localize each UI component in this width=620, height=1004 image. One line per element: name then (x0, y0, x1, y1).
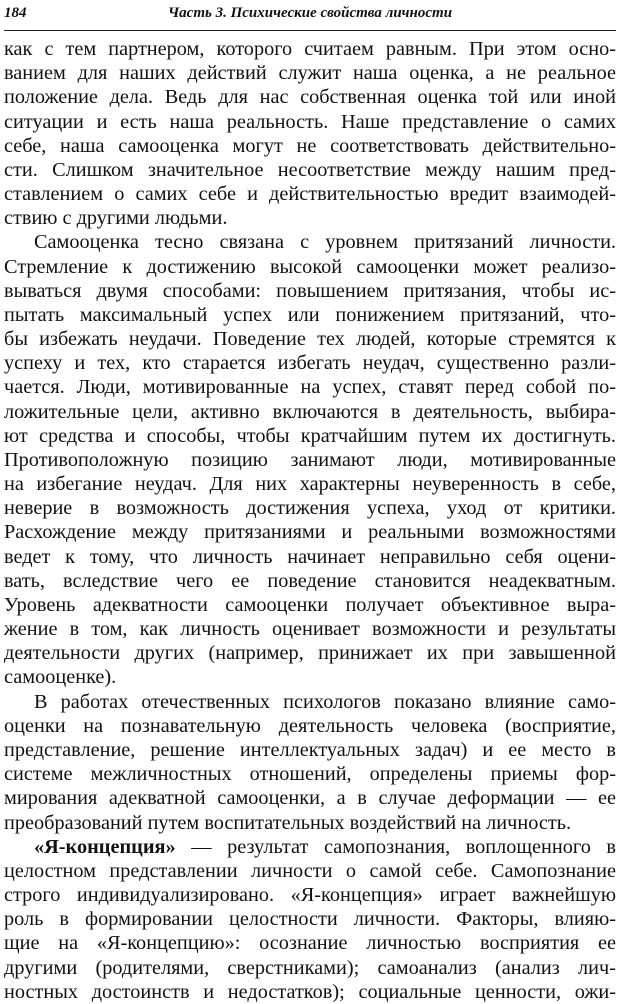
text-line: ситуации и есть наша реальность. Наше представление о самих (4, 110, 616, 133)
text-line: самооценке). (4, 666, 117, 689)
text-line: Уровень адекватности самооценки получает объективное выра- (4, 593, 616, 616)
text-line: Стремление к достижению высокой самооценки может реализо- (4, 255, 616, 278)
text-line: оценки на познавательную деятельность человека (восприятие, (4, 714, 616, 737)
text-line: роль в формировании целостности личности. Факторы, влияю- (4, 908, 616, 931)
term-definition: — результат самопознания, воплощенного в (175, 835, 616, 858)
text-line: ложительные цели, активно включаются в деятельность, выбира- (4, 400, 616, 423)
text-line: сти. Слишком значительное несоответствие между нашим пред- (4, 158, 616, 181)
text-line: деятельности других (например, принижает их при завышенной (4, 642, 616, 665)
page-number: 184 (4, 5, 27, 21)
text-line: ностных достоинств и недостатков); социальные ценности, ожи- (4, 980, 616, 1003)
running-title: Часть 3. Психические свойства личности (167, 5, 453, 21)
page-header (4, 0, 616, 31)
text-line: преобразований путем воспитательных воздействий на личность. (4, 811, 572, 834)
text-line: Противоположную позицию занимают люди, мотивированные (4, 448, 616, 471)
text-line: вываться двумя способами: повышением притязания, чтобы ис- (4, 279, 616, 302)
body-text (4, 37, 616, 1004)
text-line: положение дела. Ведь для нас собственная оценка той или иной (4, 86, 616, 109)
text-line: мирования адекватной самооценки, а в случае деформации — ее (4, 787, 616, 810)
text-line: системе межличностных отношений, определены приемы фор- (4, 763, 616, 786)
text-line: представление, решение интеллектуальных задач) и ее место в (4, 738, 616, 761)
text-line: Самооценка тесно связана с уровнем притязаний личности. (34, 231, 616, 254)
text-line: ванием для наших действий служит наша оценка, а не реальное (4, 62, 616, 85)
text-line: бы избежать неудачи. Поведение тех людей, которые стремятся к (4, 328, 616, 351)
text-line: другими (родителями, сверстниками); самоанализ (анализ лич- (4, 956, 616, 979)
text-line: ведет к тому, что личность начинает неправильно себя оцени- (4, 545, 616, 568)
text-line: ствию с другими людьми. (4, 207, 228, 230)
text-line: себе, наша самооценка могут не соответствовать действительно- (4, 134, 616, 157)
text-line: ставлением о самих себе и действительностью вредит взаимодей- (4, 183, 616, 206)
text-line: щие на «Я-концепцию»: осознание личностью восприятия ее (4, 932, 616, 955)
text-line: как с тем партнером, которого считаем равным. При этом осно- (4, 38, 616, 60)
text-line: Расхождение между притязаниями и реальными возможностями (4, 521, 616, 544)
text-line: чается. Люди, мотивированные на успех, ставят перед собой по- (4, 376, 616, 399)
text-line: на избегание неудач. Для них характерны неуверенность в себе, (4, 473, 616, 496)
text-line: успеху и тех, кто старается избегать неудач, существенно разли- (4, 352, 616, 375)
text-line: жение в том, как личность оценивает возможности и результаты (4, 618, 616, 641)
text-line: пытать максимальный успех или понижением притязаний, что- (4, 303, 616, 326)
text-line: неверие в возможность достижения успеха, уход от критики. (4, 497, 616, 520)
text-line: В работах отечественных психологов показано влияние само- (34, 690, 616, 713)
text-line: целостном представлении личности о самой себе. Самопознание (4, 859, 616, 882)
text-line: вать, вследствие чего ее поведение становится неадекватным. (4, 569, 616, 592)
text-line: ют средства и способы, чтобы кратчайшим путем их достигнуть. (4, 424, 616, 447)
term-ya-concept: «Я-концепция» (34, 835, 176, 858)
text-line (4, 835, 616, 859)
text-line: строго индивидуализировано. «Я-концепция» играет важнейшую (4, 884, 616, 907)
